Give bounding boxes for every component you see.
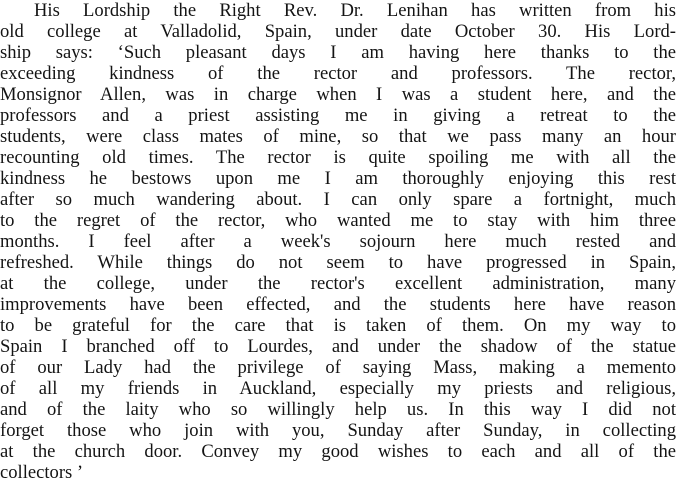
article-line: His Lordship the Right Rev. Dr. Lenihan has written from his bbox=[34, 0, 676, 21]
article-line: professors and a priest assisting me in giving a retreat to the bbox=[0, 105, 676, 126]
article-line: Monsignor Allen, was in charge when I was a student here, and the bbox=[0, 84, 676, 105]
article-line: forget those who join with you, Sunday after Sunday, in collecting bbox=[0, 420, 676, 441]
article-line: to be grateful for the care that is taken of them. On my way to bbox=[0, 315, 676, 336]
article-line: at the church door. Convey my good wishes to each and all of the bbox=[0, 441, 676, 462]
article-line: of our Lady had the privilege of saying Mass, making a memento bbox=[0, 357, 676, 378]
article-line: months. I feel after a week's sojourn here much rested and bbox=[0, 231, 676, 252]
article-line: recounting old times. The rector is quite spoiling me with all the bbox=[0, 147, 676, 168]
article-line: old college at Valladolid, Spain, under date October 30. His Lord- bbox=[0, 21, 676, 42]
article-line: after so much wandering about. I can only spare a fortnight, much bbox=[0, 189, 676, 210]
article-line: collectors ’ bbox=[0, 462, 84, 483]
article-line: students, were class mates of mine, so that we pass many an hour bbox=[0, 126, 676, 147]
article-line: of all my friends in Auckland, especially my priests and religious, bbox=[0, 378, 676, 399]
article-line: and of the laity who so willingly help us. In this way I did not bbox=[0, 399, 676, 420]
article-line: refreshed. While things do not seem to have progressed in Spain, bbox=[0, 252, 676, 273]
article-line: ship says: ‘Such pleasant days I am having here thanks to the bbox=[0, 42, 676, 63]
article-line: Spain I branched off to Lourdes, and under the shadow of the statue bbox=[0, 336, 676, 357]
article-line: at the college, under the rector's excellent administration, many bbox=[0, 273, 676, 294]
article-line: kindness he bestows upon me I am thoroughly enjoying this rest bbox=[0, 168, 676, 189]
article-line: improvements have been effected, and the students here have reason bbox=[0, 294, 676, 315]
article-line: to the regret of the rector, who wanted me to stay with him three bbox=[0, 210, 676, 231]
article-line: exceeding kindness of the rector and professors. The rector, bbox=[0, 63, 676, 84]
